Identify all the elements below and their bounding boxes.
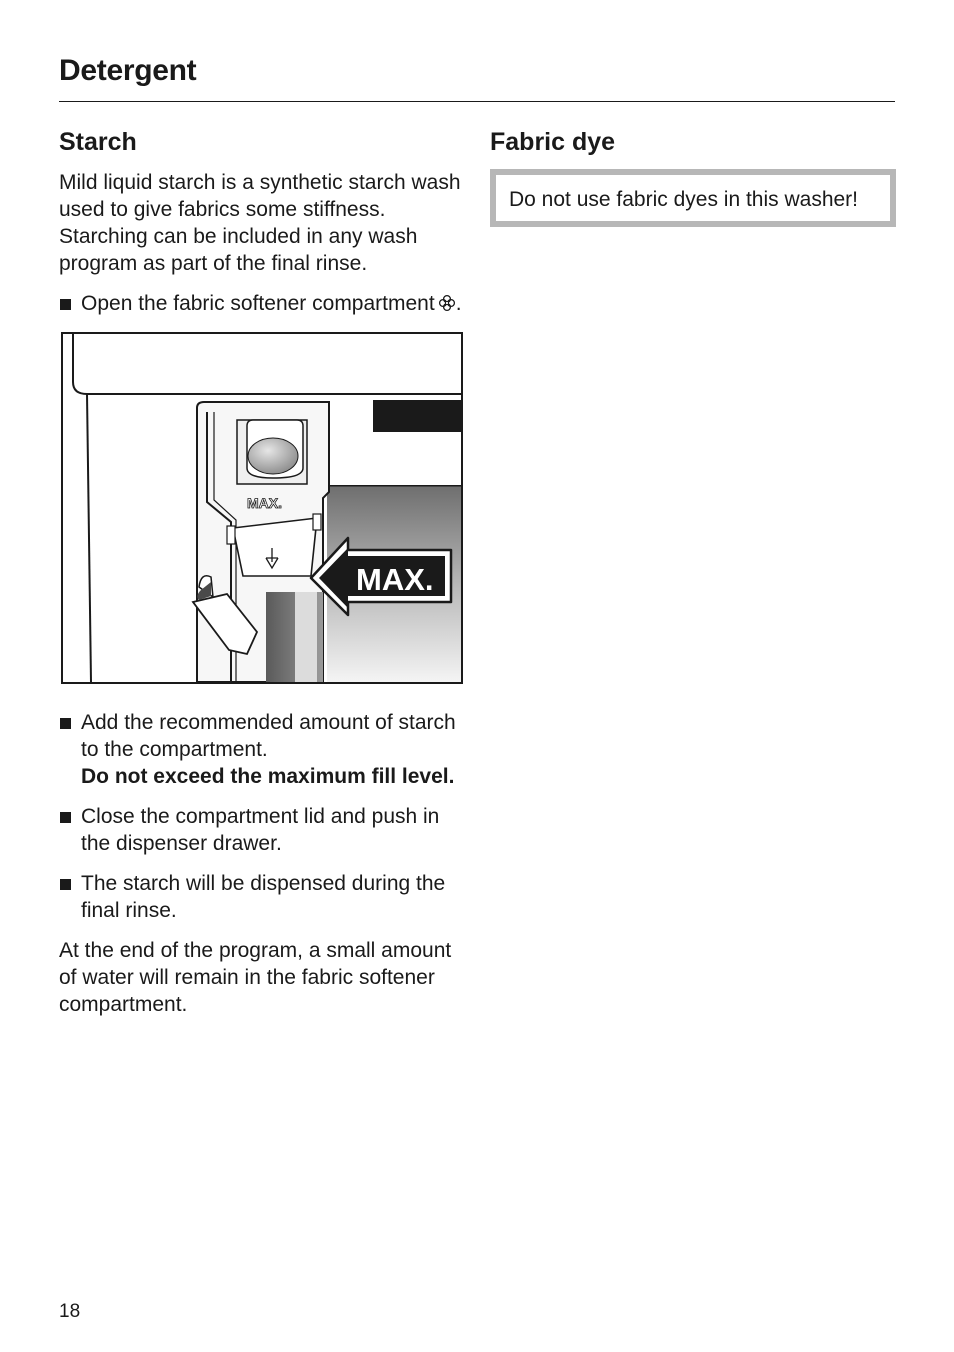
dispenser-illustration	[61, 332, 463, 684]
bullet-icon	[60, 879, 71, 890]
bullet-icon	[60, 299, 71, 310]
starch-intro: Mild liquid starch is a synthetic starch wash used to give fabrics some stiffness. Starching can be included in any wash program as part of the final rinse.	[59, 171, 461, 275]
fabric-dye-section	[490, 125, 896, 227]
list-item	[59, 803, 469, 857]
step-text: Close the compartment lid and push in the dispenser drawer.	[81, 805, 440, 855]
bullet-icon	[60, 812, 71, 823]
list-item	[59, 709, 469, 790]
step-text: Open the fabric softener compartment	[81, 292, 435, 315]
fabric-dye-heading: Fabric dye	[490, 128, 616, 156]
list-item	[59, 290, 469, 319]
warning-box	[490, 169, 896, 227]
step-text: The starch will be dispensed during the final rinse.	[81, 872, 446, 922]
starch-outro: At the end of the program, a small amount of water will remain in the fabric softener compartment.	[59, 939, 452, 1016]
starch-heading: Starch	[59, 128, 137, 156]
page-title: Detergent	[59, 54, 197, 87]
list-item	[59, 870, 469, 924]
page-number: 18	[59, 1301, 81, 1322]
max-mark-small: MAX.	[247, 495, 282, 511]
warning-text: Do not use fabric dyes in this washer!	[509, 188, 859, 211]
warning-text: Do not exceed the maximum fill level.	[81, 765, 455, 788]
step-end: .	[455, 292, 462, 315]
flower-icon	[438, 292, 456, 319]
step-text: Add the recommended amount of starch to the compartment.	[81, 711, 456, 761]
starch-steps-top	[59, 290, 469, 319]
title-divider	[59, 101, 895, 102]
starch-section	[59, 125, 469, 1018]
starch-steps-bottom	[59, 709, 469, 924]
max-mark-large: MAX.	[356, 562, 434, 597]
bullet-icon	[60, 718, 71, 729]
